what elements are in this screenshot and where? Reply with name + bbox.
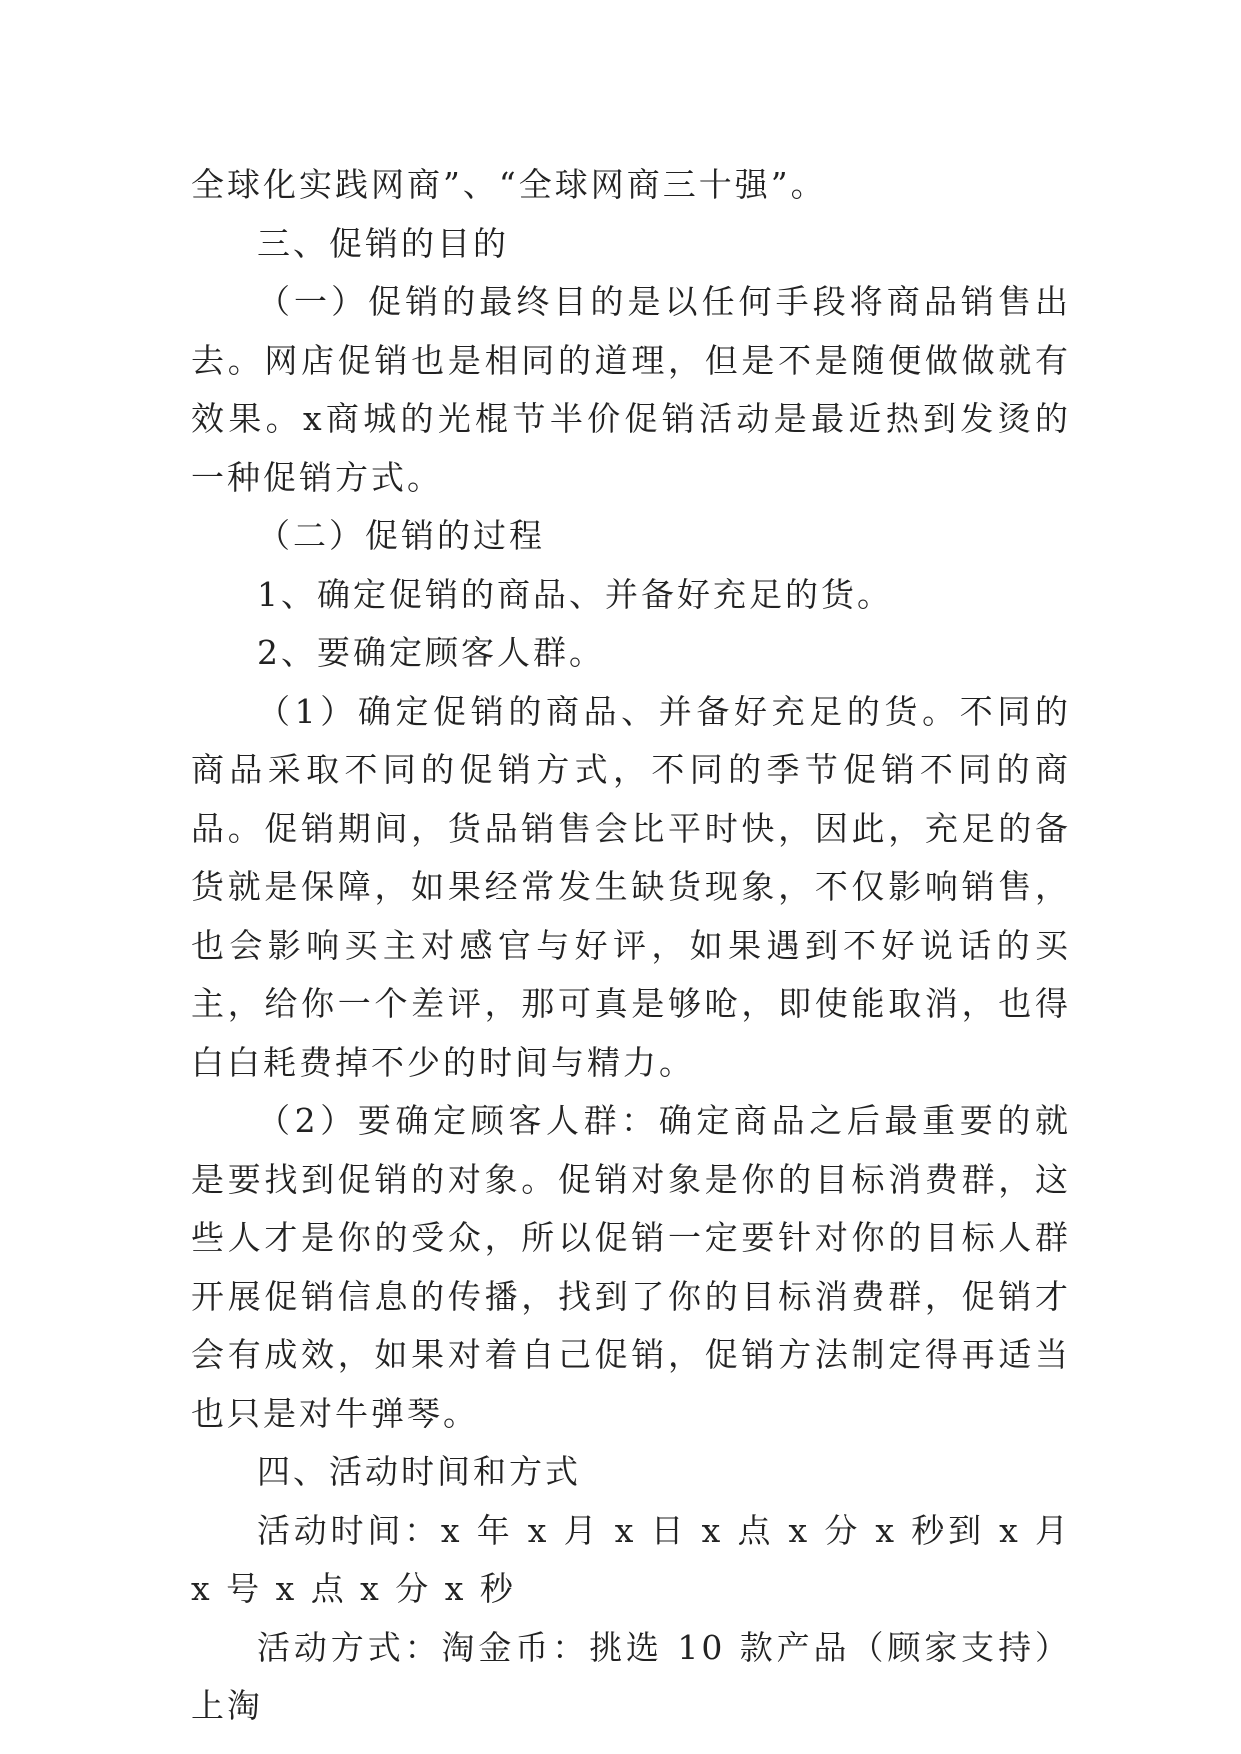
paragraph-activity-method: 活动方式：淘金币：挑选 10 款产品（顾家支持）上淘 bbox=[191, 1627, 1071, 1725]
section-heading-purpose: 三、促销的目的 bbox=[257, 223, 509, 263]
paragraph-activity-time: 活动时间：x 年 x 月 x 日 x 点 x 分 x 秒到 x 月 x 号 x 点 x 分 x 秒 bbox=[191, 1510, 1071, 1608]
paragraph-detail-1: （1）确定促销的商品、并备好充足的货。不同的商品采取不同的促销方式，不同的季节促销不同的商品。促销期间，货品销售会比平时快，因此，充足的备货就是保障，如果经常发生缺货现象，不仅影响销售，也会影响买主对感官与好评，如果遇到不好说话的买主，给你一个差评，那可真是够呛，即使能取消，也得白白耗费掉不少的时间与精力。 bbox=[191, 691, 1071, 1082]
list-item-2: 2、要确定顾客人群。 bbox=[257, 633, 605, 672]
list-item-1: 1、确定促销的商品、并备好充足的货。 bbox=[257, 574, 893, 614]
document-body bbox=[191, 156, 1071, 1736]
subheading-process: （二）促销的过程 bbox=[257, 516, 545, 555]
section-heading-time-method: 四、活动时间和方式 bbox=[257, 1452, 581, 1491]
paragraph-final-goal: （一）促销的最终目的是以任何手段将商品销售出去。网店促销也是相同的道理，但是不是随便做做就有效果。x商城的光棍节半价促销活动是最近热到发烫的一种促销方式。 bbox=[191, 282, 1071, 497]
paragraph-continuation: 全球化实践网商”、“全球网商三十强”。 bbox=[191, 165, 827, 204]
paragraph-detail-2: （2）要确定顾客人群：确定商品之后最重要的就是要找到促销的对象。促销对象是你的目标消费群，这些人才是你的受众，所以促销一定要针对你的目标人群开展促销信息的传播，找到了你的目标消费群，促销才会有成效，如果对着自己促销，促销方法制定得再适当也只是对牛弹琴。 bbox=[191, 1101, 1071, 1433]
